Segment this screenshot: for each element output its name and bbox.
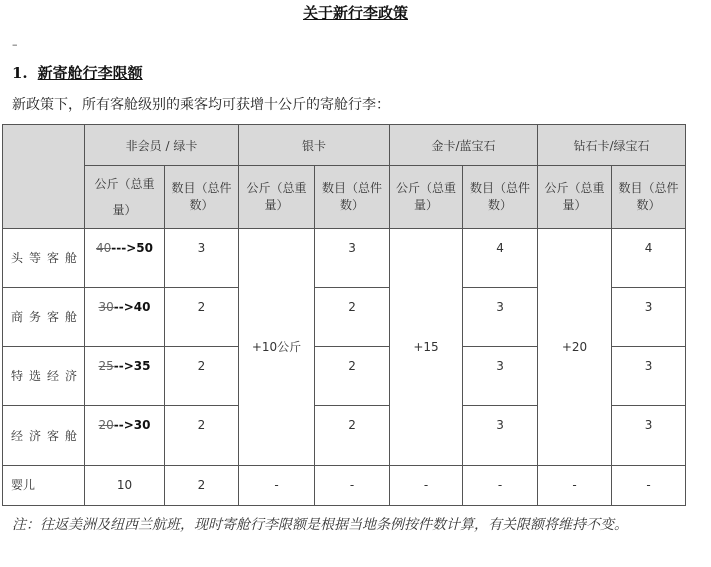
- section-title: 新寄舱行李限额: [37, 64, 143, 82]
- weight-cell: 10: [85, 465, 165, 505]
- silver-weight-merged: +10公斤: [239, 228, 315, 465]
- subheader-weight: 公斤（总重量）: [85, 166, 165, 228]
- section-heading: [12, 62, 143, 83]
- pieces-cell: -: [463, 465, 538, 505]
- pieces-cell: 3: [315, 228, 390, 287]
- weight-cell: -: [239, 465, 315, 505]
- tier-header-diamond: 钻石卡/绿宝石: [538, 125, 686, 166]
- dash-marker: –: [12, 38, 18, 51]
- pieces-cell: 3: [463, 406, 538, 465]
- sub-header-row: [3, 166, 686, 228]
- cabin-label: 特选经济: [3, 347, 85, 406]
- pieces-cell: 2: [315, 406, 390, 465]
- cabin-label: 头等客舱: [3, 228, 85, 287]
- pieces-cell: 3: [612, 406, 686, 465]
- new-weight: 50: [136, 240, 153, 255]
- old-weight: 20: [98, 418, 114, 433]
- weight-cell: [85, 228, 165, 287]
- cabin-label: 经济客舱: [3, 406, 85, 465]
- intro-text: 新政策下，所有客舱级别的乘客均可获增十公斤的寄舱行李：: [12, 97, 390, 113]
- table-row: [3, 228, 686, 287]
- tier-header-non-member: 非会员 / 绿卡: [85, 125, 239, 166]
- weight-cell: -: [538, 465, 612, 505]
- old-weight: 25: [98, 359, 114, 374]
- gold-weight-merged: +15: [390, 228, 463, 465]
- tier-header-row: [3, 125, 686, 166]
- cabin-label: 商务客舱: [3, 287, 85, 346]
- pieces-cell: 2: [165, 287, 239, 346]
- arrow: -->: [113, 299, 134, 314]
- arrow: -->: [113, 359, 134, 374]
- pieces-cell: 2: [315, 347, 390, 406]
- new-weight: 35: [133, 359, 151, 374]
- weight-cell: [85, 347, 165, 406]
- diamond-weight-merged: +20: [538, 228, 612, 465]
- new-weight: 30: [133, 418, 151, 433]
- table-row-infant: [3, 465, 686, 505]
- cabin-label: 婴儿: [3, 465, 85, 505]
- weight-cell: -: [390, 465, 463, 505]
- pieces-cell: -: [612, 465, 686, 505]
- pieces-cell: -: [315, 465, 390, 505]
- pieces-cell: 3: [165, 228, 239, 287]
- document-title: 关于新行李政策: [302, 4, 408, 22]
- tier-header-silver: 银卡: [239, 125, 390, 166]
- weight-cell: [85, 406, 165, 465]
- corner-cell: [3, 125, 85, 229]
- pieces-cell: 2: [315, 287, 390, 346]
- arrow: --->: [111, 240, 137, 255]
- section-number: 1.: [12, 64, 28, 82]
- tier-header-gold: 金卡/蓝宝石: [390, 125, 538, 166]
- pieces-cell: 4: [463, 228, 538, 287]
- subheader-pieces: 数目（总件数）: [315, 166, 390, 228]
- baggage-allowance-table: [2, 124, 686, 506]
- pieces-cell: 3: [612, 347, 686, 406]
- arrow: -->: [113, 418, 134, 433]
- pieces-cell: 2: [165, 465, 239, 505]
- pieces-cell: 2: [165, 406, 239, 465]
- footnote: 注：往返美洲及纽西兰航班，现时寄舱行李限额是根据当地条例按件数计算，有关限额将维持不变。: [12, 517, 628, 533]
- subheader-pieces: 数目（总件数）: [463, 166, 538, 228]
- subheader-weight: 公斤（总重量）: [538, 166, 612, 228]
- new-weight: 40: [133, 299, 151, 314]
- subheader-weight: 公斤（总重量）: [390, 166, 463, 228]
- pieces-cell: 3: [463, 347, 538, 406]
- subheader-weight: 公斤（总重量）: [239, 166, 315, 228]
- subheader-pieces: 数目（总件数）: [165, 166, 239, 228]
- pieces-cell: 4: [612, 228, 686, 287]
- pieces-cell: 3: [463, 287, 538, 346]
- pieces-cell: 3: [612, 287, 686, 346]
- old-weight: 30: [98, 299, 114, 314]
- pieces-cell: 2: [165, 347, 239, 406]
- weight-cell: [85, 287, 165, 346]
- subheader-pieces: 数目（总件数）: [612, 166, 686, 228]
- old-weight: 40: [96, 240, 112, 255]
